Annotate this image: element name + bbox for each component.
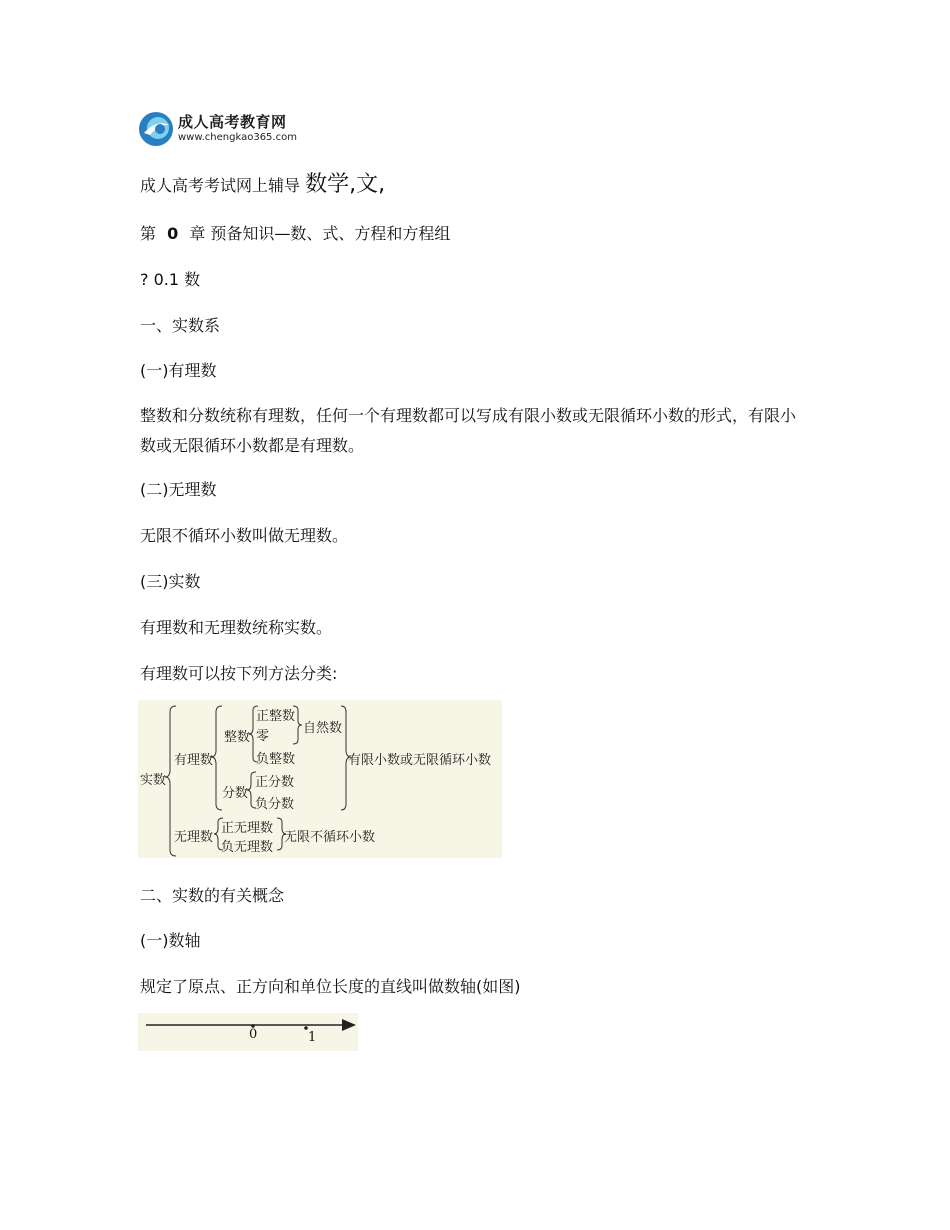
node-pos-int: 正整数 bbox=[256, 709, 296, 724]
node-irrational: 无理数 bbox=[174, 830, 214, 845]
logo-swirl-icon bbox=[138, 111, 174, 147]
irrational-text: 无限不循环小数叫做无理数。 bbox=[140, 526, 349, 545]
node-zero: 零 bbox=[256, 729, 270, 744]
real-text: 有理数和无理数统称实数。 bbox=[140, 618, 333, 637]
node-neg-int: 负整数 bbox=[256, 752, 296, 767]
chapter-label: 第 bbox=[140, 224, 157, 243]
logo-url: www.chengkao365.com bbox=[178, 132, 297, 143]
header-subject: 数学,文, bbox=[305, 172, 386, 197]
node-neg-frac: 负分数 bbox=[255, 797, 295, 812]
logo-title: 成人高考教育网 bbox=[178, 113, 287, 131]
part1-title: 一、实数系 bbox=[140, 316, 221, 335]
chapter-title bbox=[140, 224, 450, 244]
node-fractions: 分数 bbox=[222, 786, 249, 801]
section-title: ? 0.1 数 bbox=[140, 270, 201, 289]
irrational-heading: (二)无理数 bbox=[140, 480, 217, 499]
node-natural: 自然数 bbox=[303, 721, 343, 736]
origin-label: 0 bbox=[249, 1027, 258, 1042]
doc-header bbox=[140, 172, 385, 199]
number-line-text: 规定了原点、正方向和单位长度的直线叫做数轴(如图) bbox=[140, 977, 521, 996]
node-pos-irr: 正无理数 bbox=[221, 821, 274, 836]
number-line-figure bbox=[138, 1013, 358, 1051]
node-rational-note: 有限小数或无限循环小数 bbox=[348, 753, 492, 768]
rational-text: 整数和分数统称有理数，任何一个有理数都可以写成有限小数或无限循环小数的形式，有限小数或无限循环小数都是有理数。 bbox=[140, 406, 797, 455]
axis-arrow-icon bbox=[342, 1019, 356, 1031]
node-pos-frac: 正分数 bbox=[255, 775, 295, 790]
real-heading: (三)实数 bbox=[140, 572, 201, 591]
classification-diagram bbox=[138, 700, 502, 858]
site-logo bbox=[138, 108, 308, 150]
node-neg-irr: 负无理数 bbox=[221, 840, 274, 855]
classify-intro: 有理数可以按下列方法分类: bbox=[140, 664, 338, 683]
chapter-number: 0 bbox=[167, 224, 179, 243]
node-rational: 有理数 bbox=[174, 753, 214, 768]
node-irrational-note: 无限不循环小数 bbox=[284, 830, 376, 845]
rational-heading: (一)有理数 bbox=[140, 361, 217, 380]
unit-label: 1 bbox=[308, 1030, 317, 1045]
chapter-rest: 章 预备知识—数、式、方程和方程组 bbox=[189, 224, 451, 243]
part2-title: 二、实数的有关概念 bbox=[140, 886, 285, 905]
header-prefix: 成人高考考试网上辅导 bbox=[140, 176, 306, 195]
number-line-svg bbox=[138, 1013, 358, 1051]
node-integers: 整数 bbox=[224, 730, 251, 745]
node-real: 实数 bbox=[140, 773, 167, 788]
number-line-heading: (一)数轴 bbox=[140, 931, 201, 950]
